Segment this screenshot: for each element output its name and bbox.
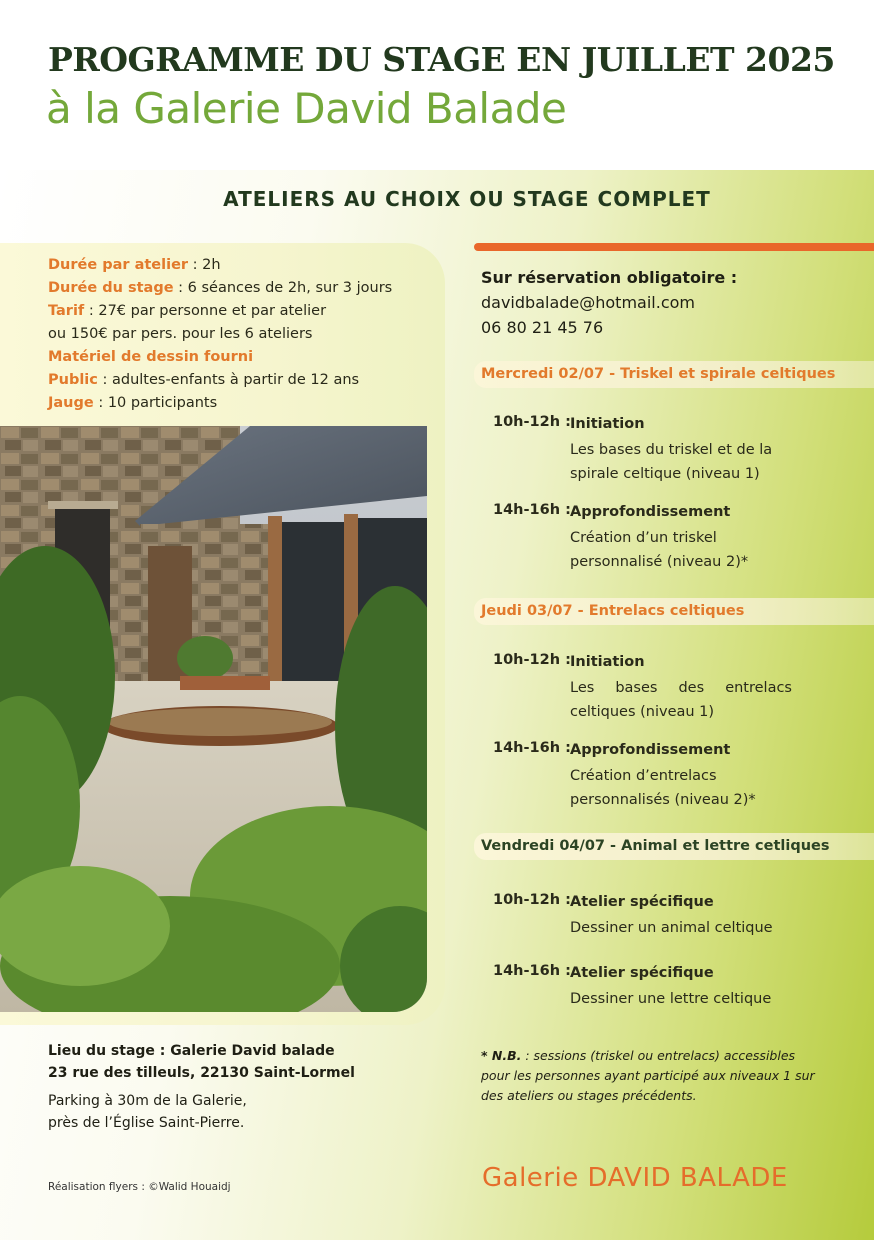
page-title: PROGRAMME DU STAGE EN JUILLET 2025	[48, 40, 835, 79]
slot-name: Initiation	[570, 654, 645, 670]
slot-name: Atelier spécifique	[570, 894, 714, 910]
parking-line-1: Parking à 30m de la Galerie,	[48, 1093, 247, 1109]
info-duration-course: Durée du stage : 6 séances de 2h, sur 3 jours	[48, 280, 393, 296]
slot-time: 10h-12h :	[493, 892, 571, 908]
info-duration-workshop: Durée par atelier : 2h	[48, 257, 221, 273]
reservation-email[interactable]: davidbalade@hotmail.com	[481, 293, 695, 312]
slot-desc: Création d’entrelacs personnalisés (niveau 2)*	[570, 768, 756, 808]
venue-block	[48, 1040, 438, 1134]
footnote: * N.B. : sessions (triskel ou entrelacs) accessibles pour les personnes ayant participé aux niveaux 1 sur des ateliers ou stages précédents.	[481, 1048, 815, 1103]
reservation-phone[interactable]: 06 80 21 45 76	[481, 318, 604, 337]
credit: Réalisation flyers : ©Walid Houaidj	[48, 1181, 231, 1193]
slot-desc: Création d’un triskel personnalisé (niveau 2)*	[570, 530, 749, 570]
slot-time: 14h-16h :	[493, 502, 571, 518]
slot-name: Approfondissement	[570, 742, 731, 758]
slot-desc: Dessiner un animal celtique	[570, 920, 773, 936]
slot-time: 14h-16h :	[493, 963, 571, 979]
reservation-block	[481, 265, 861, 340]
info-price: Tarif : 27€ par personne et par atelier	[48, 303, 327, 319]
info-list	[48, 254, 438, 415]
slot-time: 10h-12h :	[493, 414, 571, 430]
info-material: Matériel de dessin fourni	[48, 349, 254, 365]
day-title-thursday: Jeudi 03/07 - Entrelacs celtiques	[481, 603, 745, 619]
venue-name: Lieu du stage : Galerie David balade	[48, 1043, 335, 1059]
info-capacity: Jauge : 10 participants	[48, 395, 218, 411]
parking-line-2: près de l’Église Saint-Pierre.	[48, 1115, 245, 1131]
gallery-courtyard-photo	[0, 426, 427, 1012]
venue-address: 23 rue des tilleuls, 22130 Saint-Lormel	[48, 1065, 355, 1081]
reservation-title: Sur réservation obligatoire :	[481, 268, 738, 287]
slot-desc: Les bases des entrelacs celtiques (niveau 1)	[570, 680, 792, 720]
page-subtitle: à la Galerie David Balade	[46, 84, 567, 133]
day-title-friday: Vendredi 04/07 - Animal et lettre cetliques	[481, 838, 830, 854]
info-price-full: ou 150€ par pers. pour les 6 ateliers	[48, 326, 313, 342]
slot-desc: Dessiner une lettre celtique	[570, 991, 772, 1007]
section-heading: ATELIERS AU CHOIX OU STAGE COMPLET	[223, 187, 711, 211]
info-audience: Public : adultes-enfants à partir de 12 ans	[48, 372, 360, 388]
divider-line	[474, 243, 874, 251]
brand-name: Galerie DAVID BALADE	[482, 1163, 788, 1193]
slot-desc: Les bases du triskel et de la spirale celtique (niveau 1)	[570, 442, 773, 482]
slot-time: 14h-16h :	[493, 740, 571, 756]
slot-name: Atelier spécifique	[570, 965, 714, 981]
day-title-wednesday: Mercredi 02/07 - Triskel et spirale celtiques	[481, 366, 836, 382]
slot-name: Approfondissement	[570, 504, 731, 520]
slot-name: Initiation	[570, 416, 645, 432]
slot-time: 10h-12h :	[493, 652, 571, 668]
